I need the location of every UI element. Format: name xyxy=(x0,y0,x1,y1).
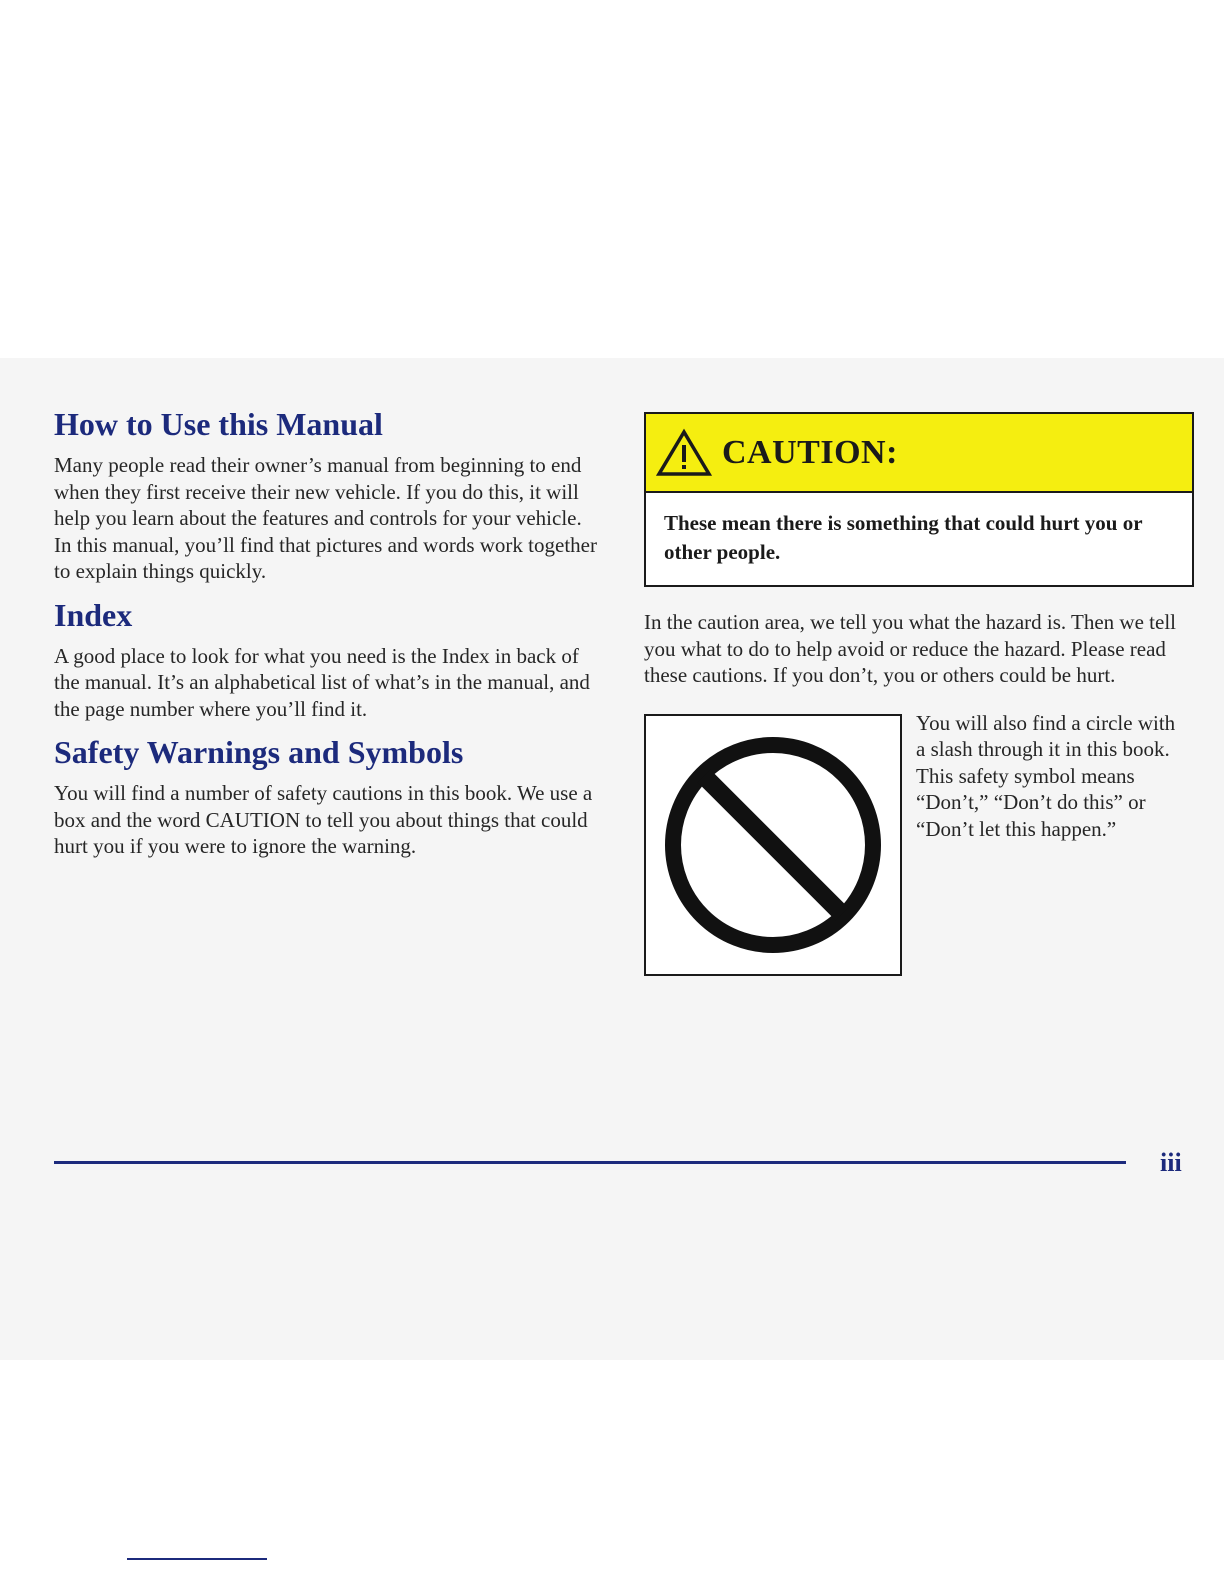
prohibition-symbol-icon xyxy=(658,730,888,960)
warning-triangle-icon xyxy=(656,428,712,478)
page-number: iii xyxy=(1160,1148,1182,1177)
footer-rule xyxy=(54,1161,1126,1164)
right-column xyxy=(644,412,1194,976)
caution-explainer-paragraph: In the caution area, we tell you what the hazard is. Then we tell you what to do to help avoid or reduce the hazard. Please read these cautions. If you don’t, you or others could be hurt. xyxy=(644,610,1176,687)
left-column xyxy=(54,404,599,866)
safety-symbol-description: You will also find a circle with a slash through it in this book. This safety symbol means “Don’t,” “Don’t do this” or “Don’t let this happen.” xyxy=(916,710,1176,841)
safety-symbol-row xyxy=(644,710,1194,976)
caution-title: CAUTION: xyxy=(722,433,898,471)
paragraph-safety-warnings: You will find a number of safety cautions in this book. We use a box and the word CAUTION to tell you about things that could hurt you if you were to ignore the warning. xyxy=(54,781,593,858)
heading-safety-warnings: Safety Warnings and Symbols xyxy=(54,734,464,770)
caution-message: These mean there is something that could hurt you or other people. xyxy=(664,511,1143,564)
paragraph-how-to-use: Many people read their owner’s manual from beginning to end when they first receive their new vehicle. If you do this, it will help you learn about the features and controls for your vehicle. In this manual, you’ll find that pictures and words work together to explain things quickly. xyxy=(54,453,597,583)
caution-header xyxy=(646,414,1192,493)
heading-index: Index xyxy=(54,596,133,633)
paragraph-index: A good place to look for what you need is the Index in back of the manual. It’s an alphabetical list of what’s in the manual, and the page number where you’ll find it. xyxy=(54,643,590,721)
heading-how-to-use: How to Use this Manual xyxy=(54,406,383,442)
bottom-mark-line xyxy=(127,1558,267,1560)
safety-symbol-box xyxy=(644,714,902,976)
caution-box xyxy=(644,412,1194,587)
